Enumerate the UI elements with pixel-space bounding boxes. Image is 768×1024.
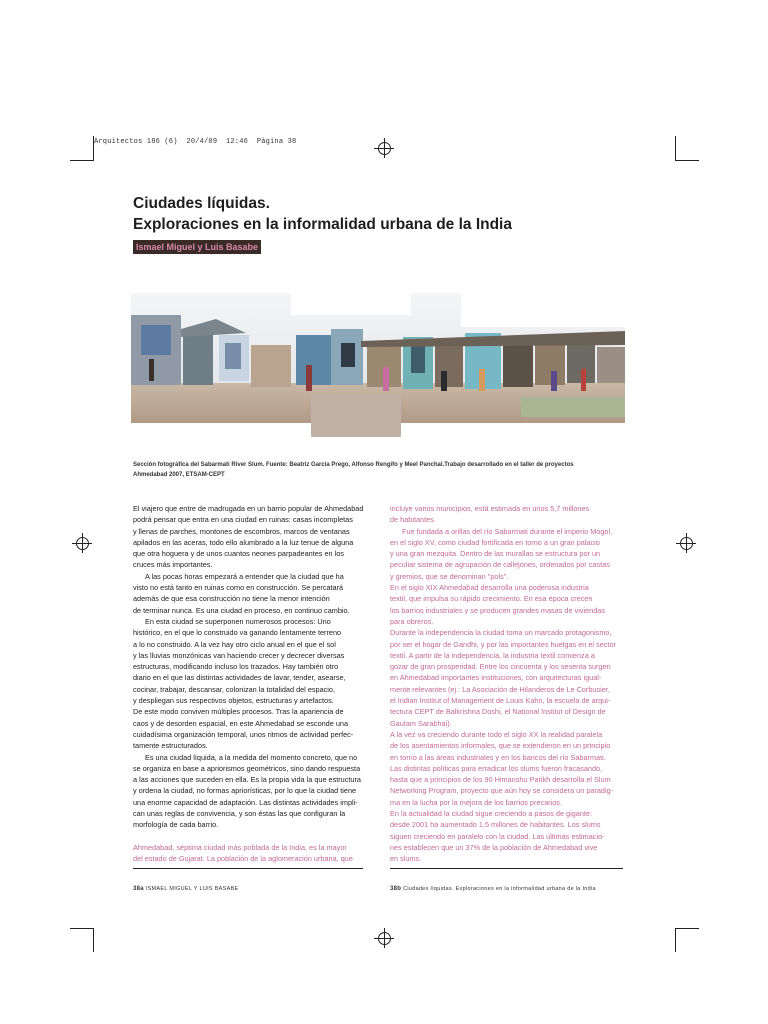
registration-mark-left: [72, 533, 92, 553]
text-line: que otra hoguera y de unos cuantos neones parpadeantes en los: [133, 549, 344, 559]
text-line: cocinar, trabajar, descansar, colonizan la totalidad del espacio,: [133, 684, 336, 694]
text-line: los barrios industriales y se producen grandes masas de viviendas: [390, 605, 605, 615]
text-line: de terminar nunca. Es una ciudad en proceso, en continuo cambio.: [133, 605, 350, 615]
text-line: peculiar sistema de agrupación de callejones, ordenados por castas: [390, 560, 610, 570]
folio-right-text: Ciudades líquidas. Exploraciones en la informalidad urbana de la India: [403, 886, 596, 892]
text-line: y despliegan sus respectivos objetos, estructuras y artefactos.: [133, 696, 334, 706]
text-line: desde 2001 ha aumentado 1,5 millones de habitantes. Los slums: [390, 820, 601, 830]
text-line: diario en el que las distintas actividades de lavar, tender, asearse,: [133, 673, 346, 683]
text-line: a lo no construido. A la vez hay otro ciclo anual en el que el sol: [133, 639, 336, 649]
text-line: tamente estructurados.: [133, 741, 208, 751]
text-line: de los asentamientos informales, que se extendieron en un principio: [390, 741, 611, 751]
text-line: Las distintas políticas para erradicar los slums fueron fracasando,: [390, 763, 603, 773]
text-line: y las lluvias monzónicas van haciendo crecer y decrecer diversas: [133, 650, 345, 660]
text-line: El viajero que entre de madrugada en un barrio popular de Ahmedabad: [133, 504, 364, 513]
author-byline: Ismael Miguel y Luis Basabe: [133, 240, 261, 254]
text-line: Gautam Sarabhai).: [390, 718, 452, 728]
text-line: En la actualidad la ciudad sigue creciendo a pasos de gigante:: [390, 809, 593, 819]
column-rule-left: [133, 868, 363, 869]
text-line: En esta ciudad se superponen numerosos procesos: Uno: [145, 616, 331, 626]
text-line: el Indian Institut of Management de Louis Kahn, la escuela de arqui-: [390, 696, 611, 706]
text-line: y llenas de parches, montones de escombros, marcos de ventanas: [133, 526, 350, 536]
photo-caption: Sección fotográfica del Sabarmati River Slum. Fuente: Beatriz García Prego, Alfonso Rengifo y Meel Panchal.Trabajo desarrollado en el taller de proyectos Ahmedabad 2007, ETSAM-CEPT: [133, 462, 574, 478]
registration-mark-top: [374, 138, 394, 158]
text-line: en torno a las áreas industriales y en los bancos del río Sabarmati.: [390, 752, 606, 762]
folio-right: [390, 886, 596, 892]
text-line: en el siglo XV, como ciudad fortificada en torno a un gran palacio: [390, 537, 600, 547]
text-line: nes establecen que un 37% de la población de Ahmedabad vive: [390, 842, 598, 852]
folio-left-text: ISMAEL MIGUEL Y LUIS BASABE: [145, 886, 239, 892]
text-line: cuidadísima organización temporal, unos ritmos de actividad perfec-: [133, 729, 354, 739]
text-line: hasta que a principios de los 90 Himanshu Parikh desarrolla el Slum: [390, 775, 611, 785]
text-line: En el siglo XIX Ahmedabad desarrolla una poderosa industria: [390, 583, 589, 593]
text-line: una enorme capacidad de adaptación. Las distintas actividades impli-: [133, 797, 358, 807]
text-line: estructuras, modificando incluso los trazados. Hay también otro: [133, 662, 339, 672]
text-line: mente relevantes (ej.: La Asociación de Hilanderos de Le Corbusier,: [390, 684, 610, 694]
text-line: caos y de desorden espacial, en este Ahmedabad se esconde una: [133, 718, 349, 728]
text-line: A la vez va creciendo durante todo el siglo XX la realidad paralela: [390, 729, 603, 739]
registration-mark-bottom: [374, 928, 394, 948]
text-line: gozar de gran prosperidad. Entre los cincuenta y los sesenta surgen: [390, 662, 611, 672]
text-line: histórico, en el que lo construido va ganando lentamente terreno: [133, 628, 342, 638]
text-line: a las acciones que suceden en ella. Es la propia vida la que estructura: [133, 775, 361, 785]
text-line: Ahmedabad, séptima ciudad más poblada de la India, es la mayor: [133, 842, 347, 852]
text-line: cruces más importantes.: [133, 560, 213, 570]
body-column-right: [390, 503, 630, 865]
text-line: y una gran mezquita. Dentro de las murallas se estructura por un: [390, 549, 601, 559]
text-line: siguen creciendo en paralelo con la ciudad. Las últimas estimacio-: [390, 831, 605, 841]
text-line: además de que esa construcción no tiene la menor intención: [133, 594, 330, 604]
text-line: Networking Program, proyecto que aún hoy se considera un paradig-: [390, 786, 614, 796]
column-rule-right: [390, 868, 623, 869]
text-line: del estado de Gujarat. La población de la aglomeración urbana, que: [133, 854, 353, 864]
text-line: textil. A partir de la independencia, la industria textil comienza a: [390, 650, 595, 660]
article-title: [133, 193, 653, 235]
page-number-right: 38b: [390, 886, 402, 892]
text-line: Es una ciudad líquida, a la medida del momento concreto, que no: [145, 752, 358, 762]
text-line: por ser el hogar de Gandhi, y por las importantes huelgas en el sector: [390, 639, 616, 649]
text-line: apilados en las aceras, todo ello alumbrado a la luz tenue de alguna: [133, 537, 354, 547]
text-line: A las pocas horas empezará a entender que la ciudad que ha: [145, 571, 344, 581]
text-line: visto no está tanto en ruinas como en construcción. Se percatará: [133, 583, 344, 593]
text-line: De este modo conviven múltiples procesos. Tras la apariencia de: [133, 707, 344, 717]
body-column-left: [133, 503, 373, 865]
slum-photo-collage: [131, 285, 625, 437]
text-line: en Ahmedabad importantes instituciones, con arquitecturas igual-: [390, 673, 602, 683]
text-line: Fue fundada a orillas del río Sabarmati durante el imperio Mogol,: [402, 526, 613, 536]
text-line: de habitantes.: [390, 515, 436, 525]
text-line: se organiza en base a apriorismos geométricos, sino dando respuesta: [133, 763, 361, 773]
text-line: podrá pensar que entra en una ciudad en ruinas: casas incompletas: [133, 515, 353, 525]
text-line: morfología de cada barrio.: [133, 820, 219, 830]
folio-left: [133, 886, 239, 892]
text-line: tectura CEPT de Balkrishna Doshi, el National Institut of Design de: [390, 707, 606, 717]
text-line: en slums.: [390, 854, 422, 864]
text-line: incluye varios municipios, está estimada en unos 5,7 millones: [390, 504, 590, 513]
title-line-2: Exploraciones en la informalidad urbana de la India: [133, 216, 512, 233]
text-line: y ordena la ciudad, no formas apriorísticas, por lo que la ciudad tiene: [133, 786, 357, 796]
title-line-1: Ciudades líquidas.: [133, 195, 270, 212]
text-line: para obreros.: [390, 616, 434, 626]
registration-mark-right: [676, 533, 696, 553]
printer-slug: Arquitectos 186 (6) 20/4/09 12:46 Página 38: [94, 138, 297, 146]
text-line: Durante la independencia la ciudad toma un marcado protagonismo,: [390, 628, 612, 638]
text-line: ma en la lucha por la mejora de los barrios precarios.: [390, 797, 562, 807]
text-line: textil, que impulsa su rápido crecimiento. En esa época crecen: [390, 594, 593, 604]
page-number-left: 38a: [133, 886, 144, 892]
text-line: y gremios, que se denominan "pols".: [390, 571, 509, 581]
text-line: can unas reglas de convivencia, y son éstas las que configuran la: [133, 809, 346, 819]
